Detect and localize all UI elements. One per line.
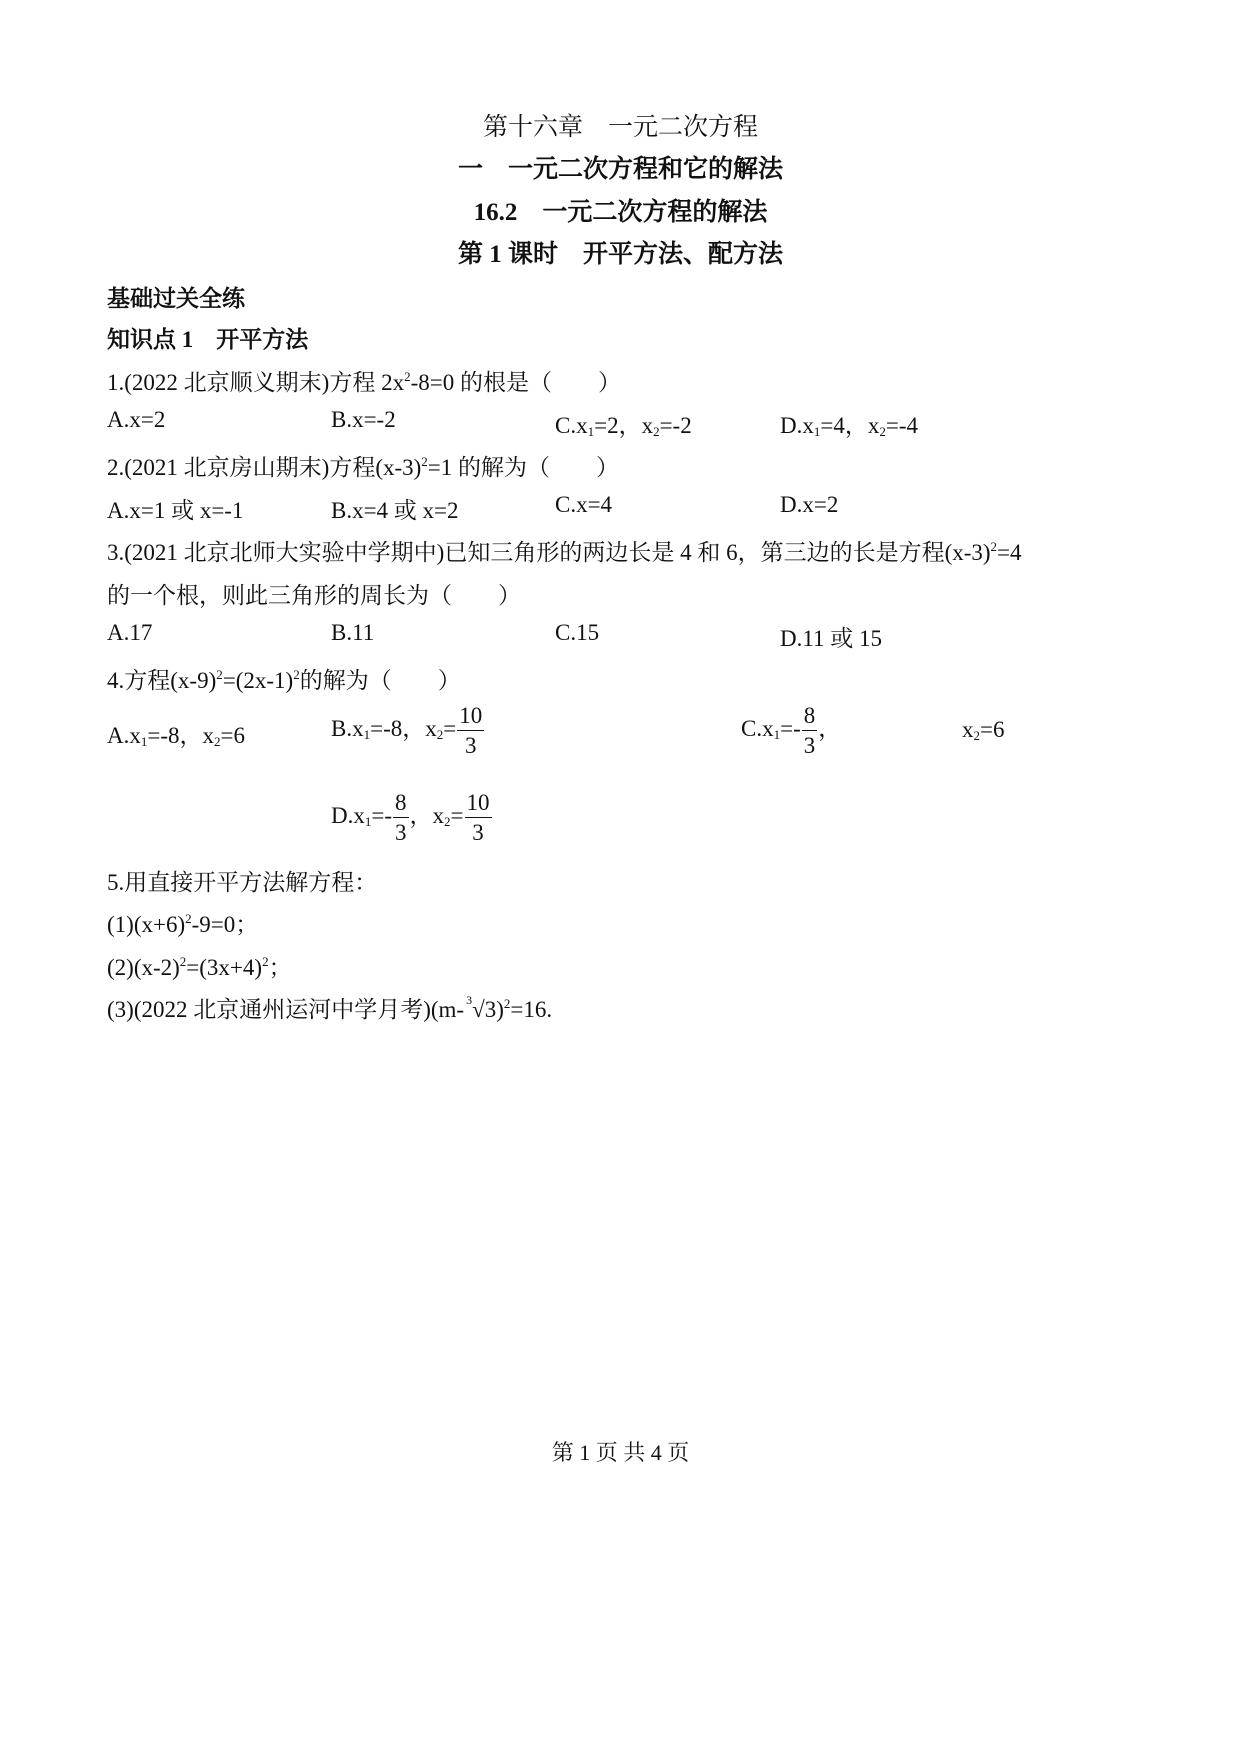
- chapter-title: 第十六章 一元二次方程: [482, 114, 758, 141]
- q5-part-2: $(2)(x-2)^2=(3x+4)^2$；: [107, 954, 292, 980]
- q4-option-c-x2: $x_2=6$: [962, 717, 1005, 743]
- fraction: $\frac{10}{3}$: [459, 703, 483, 758]
- q3-option-a: A.17: [107, 620, 153, 645]
- practice-title: 基础过关全练: [107, 286, 245, 311]
- fraction: $\frac{8}{3}$: [395, 790, 407, 845]
- cube-root: 3 √3): [466, 993, 504, 1022]
- knowledge-point-title: 知识点 1 开平方法: [107, 327, 309, 352]
- q1-option-c: $C.x_1=2$，$x_2=-2$: [555, 413, 692, 439]
- q2-option-c: C.x=4: [555, 492, 613, 517]
- section-title: 一 一元二次方程和它的解法: [457, 156, 783, 183]
- question-5: 5.用直接开平方法解方程：: [107, 870, 378, 895]
- question-2: 2.(2021 北京房山期末)方程$(x-3)^2=1$ 的解为（ ）: [107, 454, 620, 480]
- fraction: $\frac{10}{3}$: [466, 790, 490, 845]
- q1-option-d: $D.x_1=4$，$x_2=-4$: [780, 413, 918, 439]
- q1-option-b: B.x=-2: [331, 407, 396, 432]
- fraction: $\frac{8}{3}$: [803, 703, 816, 758]
- q2-option-b: B.x=4 或 x=2: [331, 498, 459, 523]
- q2-option-d: D.x=2: [780, 492, 839, 517]
- q4-option-a: $A.x_1=-8$，$x_2=6$: [107, 723, 245, 749]
- q5-part-3: (3)(2022 北京通州运河中学月考)(m- 3 √3)$^2$=16.: [107, 993, 553, 1022]
- q3-option-d: D.11 或 15: [780, 626, 883, 651]
- subsection-title: 16.2 一元二次方程的解法: [473, 199, 768, 226]
- question-4: 4.方程$(x-9)^2=(2x-1)^2$的解为（ ）: [107, 667, 461, 693]
- q5-part-1: $(1)(x+6)^2-9=0$；: [107, 911, 259, 937]
- page-number: 第 1 页 共 4 页: [551, 1440, 690, 1465]
- q4-option-b: $B.x_1=-8$，$x_2=$ $\frac{10}{3}$: [331, 703, 483, 758]
- q1-option-a: A.x=2: [107, 407, 166, 432]
- q4-option-c: $C.x_1=-$ $\frac{8}{3}$ ，: [741, 703, 842, 758]
- q2-option-a: A.x=1 或 x=-1: [107, 498, 244, 523]
- question-3-line-2: 的一个根，则此三角形的周长为（ ）: [107, 583, 521, 608]
- q3-option-b: B.11: [331, 620, 375, 645]
- question-1: 1.(2022 北京顺义期末)方程 $2x^2-8=0$ 的根是（ ）: [107, 369, 621, 395]
- q3-option-c: C.15: [555, 620, 600, 645]
- lesson-title: 第 1 课时 开平方法、配方法: [457, 241, 783, 268]
- q4-option-d: $D.x_1=-$ $\frac{8}{3}$ ，$x_2=$ $\frac{10}{3}$: [331, 790, 490, 845]
- question-3-line-1: 3.(2021 北京北师大实验中学期中)已知三角形的两边长是 4 和 6，第三边的长是方程$(x-3)^2=4$: [107, 539, 1022, 565]
